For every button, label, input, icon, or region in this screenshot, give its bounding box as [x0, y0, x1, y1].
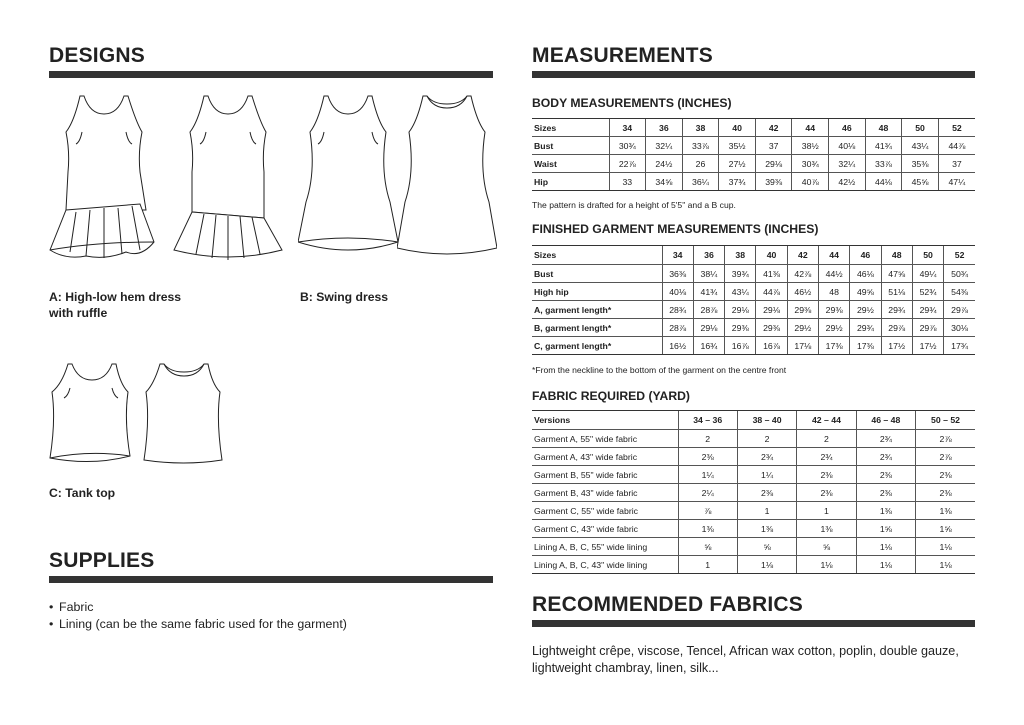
row-label-cell: C, garment length* [532, 337, 662, 355]
value-cell: 29⅜ [787, 301, 818, 319]
table-row [532, 173, 975, 191]
value-cell: 32¼ [646, 137, 683, 155]
value-cell: 29½ [850, 301, 881, 319]
value-cell: 16⅞ [756, 337, 787, 355]
value-cell: 28⅞ [693, 301, 724, 319]
value-cell: 29¾ [881, 301, 912, 319]
dress-b-front-icon [170, 92, 285, 264]
body-measurements-rows [532, 137, 975, 191]
table-row [532, 538, 975, 556]
header-cell: 52 [944, 246, 975, 265]
value-cell: 2⅞ [916, 448, 975, 466]
value-cell: 2⅜ [737, 484, 796, 502]
body-measurements-note: The pattern is drafted for a height of 5'5" and a B cup. [532, 200, 736, 210]
value-cell: 50¾ [944, 265, 975, 283]
value-cell: 22⅞ [609, 155, 646, 173]
value-cell: 35½ [719, 137, 756, 155]
row-label-cell: Bust [532, 265, 662, 283]
value-cell: 32¼ [829, 155, 866, 173]
value-cell: 41⅜ [756, 265, 787, 283]
value-cell: 28⅞ [662, 319, 693, 337]
value-cell: 42½ [829, 173, 866, 191]
value-cell: 41¾ [693, 283, 724, 301]
table-row [532, 137, 975, 155]
value-cell: 2¾ [737, 448, 796, 466]
header-cell: 50 – 52 [916, 411, 975, 430]
value-cell: 17½ [881, 337, 912, 355]
finished-measurements-title: FINISHED GARMENT MEASUREMENTS (INCHES) [532, 222, 819, 236]
row-label-cell: Hip [532, 173, 609, 191]
value-cell: 42⅞ [787, 265, 818, 283]
header-cell: 42 [787, 246, 818, 265]
table-row [532, 283, 975, 301]
header-cell: 38 [682, 119, 719, 137]
value-cell: 1⅜ [797, 520, 856, 538]
value-cell: 1⅜ [737, 520, 796, 538]
value-cell: 44⅛ [865, 173, 902, 191]
value-cell: 52¾ [912, 283, 943, 301]
value-cell: 2⅜ [797, 466, 856, 484]
value-cell: 29⅜ [756, 319, 787, 337]
value-cell: 27½ [719, 155, 756, 173]
value-cell: 29⅛ [755, 155, 792, 173]
supply-item: • Lining (can be the same fabric used for the garment) [49, 616, 347, 633]
value-cell: 17⅜ [850, 337, 881, 355]
value-cell: 47¼ [938, 173, 975, 191]
row-label-cell: Garment A, 55" wide fabric [532, 430, 678, 448]
value-cell: 40⅞ [792, 173, 829, 191]
table-header-row [532, 246, 975, 265]
row-label-cell: Garment B, 43" wide fabric [532, 484, 678, 502]
value-cell: 44⅞ [756, 283, 787, 301]
value-cell: ⅝ [797, 538, 856, 556]
supplies-list [49, 599, 347, 633]
value-cell: ⅝ [737, 538, 796, 556]
swing-dress-back-icon [397, 92, 497, 264]
finished-measurements-table [532, 245, 975, 355]
value-cell: 1⅛ [797, 556, 856, 574]
row-label-cell: Garment C, 55" wide fabric [532, 502, 678, 520]
fabric-required-rows [532, 430, 975, 574]
header-cell: 38 [725, 246, 756, 265]
value-cell: 2¾ [797, 448, 856, 466]
value-cell: 1¼ [678, 466, 737, 484]
value-cell: 2⅜ [916, 466, 975, 484]
value-cell: 1⅛ [737, 556, 796, 574]
value-cell: 33⅞ [865, 155, 902, 173]
value-cell: 24½ [646, 155, 683, 173]
value-cell: 1⅜ [856, 502, 915, 520]
value-cell: 17¾ [944, 337, 975, 355]
header-cell: 48 [865, 119, 902, 137]
value-cell: 1⅛ [856, 538, 915, 556]
header-cell: 44 [818, 246, 849, 265]
value-cell: 38½ [792, 137, 829, 155]
value-cell: 46⅛ [850, 265, 881, 283]
supplies-divider [49, 576, 493, 583]
value-cell: 1 [737, 502, 796, 520]
value-cell: 2⅜ [916, 484, 975, 502]
table-row [532, 301, 975, 319]
value-cell: ⅝ [678, 538, 737, 556]
row-label-cell: B, garment length* [532, 319, 662, 337]
value-cell: 51⅛ [881, 283, 912, 301]
fabric-required-title: FABRIC REQUIRED (YARD) [532, 389, 690, 403]
header-cell: 50 [912, 246, 943, 265]
value-cell: 54⅜ [944, 283, 975, 301]
recommended-fabrics-heading: RECOMMENDED FABRICS [532, 593, 803, 616]
value-cell: 34⅝ [646, 173, 683, 191]
value-cell: 33⅞ [682, 137, 719, 155]
value-cell: 2⅜ [678, 448, 737, 466]
value-cell: 1⅜ [678, 520, 737, 538]
value-cell: 29⅞ [944, 301, 975, 319]
value-cell: 29⅛ [725, 301, 756, 319]
value-cell: 2 [678, 430, 737, 448]
value-cell: 38¼ [693, 265, 724, 283]
row-label-cell: Garment A, 43" wide fabric [532, 448, 678, 466]
value-cell: 43¼ [725, 283, 756, 301]
value-cell: 45⅝ [902, 173, 939, 191]
value-cell: 49¼ [912, 265, 943, 283]
header-cell: 38 – 40 [737, 411, 796, 430]
row-label-cell: Lining A, B, C, 55" wide lining [532, 538, 678, 556]
value-cell: 2⅜ [797, 484, 856, 502]
value-cell: 16¾ [693, 337, 724, 355]
value-cell: 37¾ [719, 173, 756, 191]
caption-a-line1: A: High-low hem dress [49, 290, 182, 304]
designs-divider [49, 71, 493, 78]
value-cell: 43¼ [902, 137, 939, 155]
header-cell: 52 [938, 119, 975, 137]
table-header-row [532, 119, 975, 137]
value-cell: 17⅛ [787, 337, 818, 355]
value-cell: 36¼ [682, 173, 719, 191]
value-cell: ⅞ [678, 502, 737, 520]
value-cell: 29½ [818, 319, 849, 337]
header-cell: 42 – 44 [797, 411, 856, 430]
value-cell: 30¾ [792, 155, 829, 173]
designs-heading: DESIGNS [49, 44, 145, 67]
value-cell: 1 [678, 556, 737, 574]
value-cell: 17½ [912, 337, 943, 355]
header-cell: 40 [719, 119, 756, 137]
value-cell: 1⅛ [916, 538, 975, 556]
table-row [532, 337, 975, 355]
value-cell: 49⅝ [850, 283, 881, 301]
value-cell: 16½ [662, 337, 693, 355]
recommended-fabrics-divider [532, 620, 975, 627]
dress-a-front-icon [46, 92, 161, 262]
caption-a-line2: with ruffle [49, 306, 108, 320]
value-cell: 2¾ [856, 430, 915, 448]
value-cell: 1⅝ [856, 520, 915, 538]
row-label-cell: A, garment length* [532, 301, 662, 319]
row-label-cell: Garment B, 55" wide fabric [532, 466, 678, 484]
value-cell: 2¾ [856, 448, 915, 466]
header-cell: 36 [646, 119, 683, 137]
table-row [532, 466, 975, 484]
body-measurements-title: BODY MEASUREMENTS (INCHES) [532, 96, 732, 110]
value-cell: 29⅜ [725, 319, 756, 337]
value-cell: 37 [755, 137, 792, 155]
caption-design-a [49, 289, 181, 321]
value-cell: 29¾ [912, 301, 943, 319]
measurements-divider [532, 71, 975, 78]
table-row [532, 502, 975, 520]
header-cell: 42 [755, 119, 792, 137]
value-cell: 1¼ [737, 466, 796, 484]
value-cell: 29⅜ [818, 301, 849, 319]
value-cell: 39⅜ [755, 173, 792, 191]
value-cell: 39¾ [725, 265, 756, 283]
header-cell: 36 [693, 246, 724, 265]
header-cell: 48 [881, 246, 912, 265]
header-cell: 34 [662, 246, 693, 265]
value-cell: 29⅞ [912, 319, 943, 337]
header-cell: 40 [756, 246, 787, 265]
value-cell: 2 [797, 430, 856, 448]
value-cell: 2⅜ [856, 466, 915, 484]
value-cell: 2⅞ [916, 430, 975, 448]
value-cell: 1⅝ [916, 520, 975, 538]
header-cell: Versions [532, 411, 678, 430]
row-label-cell: Garment C, 43" wide fabric [532, 520, 678, 538]
value-cell: 29½ [787, 319, 818, 337]
value-cell: 28¾ [662, 301, 693, 319]
value-cell: 44½ [818, 265, 849, 283]
swing-dress-front-icon [298, 92, 398, 264]
row-label-cell: Waist [532, 155, 609, 173]
finished-measurements-note: *From the neckline to the bottom of the garment on the centre front [532, 365, 787, 375]
caption-design-b: B: Swing dress [300, 290, 389, 304]
table-row [532, 155, 975, 173]
value-cell: 2¼ [678, 484, 737, 502]
header-cell: 46 [850, 246, 881, 265]
value-cell: 1 [797, 502, 856, 520]
table-row [532, 556, 975, 574]
value-cell: 17⅜ [818, 337, 849, 355]
supply-item: • Fabric [49, 599, 347, 616]
header-cell: Sizes [532, 119, 609, 137]
value-cell: 37 [938, 155, 975, 173]
tank-top-back-icon [138, 360, 230, 470]
header-cell: 50 [902, 119, 939, 137]
table-row [532, 430, 975, 448]
header-cell: Sizes [532, 246, 662, 265]
header-cell: 34 [609, 119, 646, 137]
value-cell: 1⅛ [916, 556, 975, 574]
value-cell: 47⅝ [881, 265, 912, 283]
header-cell: 46 [829, 119, 866, 137]
fabric-required-table [532, 410, 975, 574]
header-cell: 44 [792, 119, 829, 137]
recommended-fabrics-text: Lightweight crêpe, viscose, Tencel, African wax cotton, poplin, double gauze, lightweight chambray, linen, silk... [532, 644, 959, 675]
table-row [532, 448, 975, 466]
value-cell: 33 [609, 173, 646, 191]
value-cell: 46½ [787, 283, 818, 301]
table-row [532, 520, 975, 538]
table-row [532, 265, 975, 283]
value-cell: 48 [818, 283, 849, 301]
table-header-row [532, 411, 975, 430]
value-cell: 40⅛ [829, 137, 866, 155]
value-cell: 29⅛ [693, 319, 724, 337]
value-cell: 30¾ [609, 137, 646, 155]
finished-measurements-rows [532, 265, 975, 355]
value-cell: 36⅜ [662, 265, 693, 283]
value-cell: 29¾ [850, 319, 881, 337]
value-cell: 16⅞ [725, 337, 756, 355]
value-cell: 1⅛ [856, 556, 915, 574]
table-row [532, 484, 975, 502]
table-row [532, 319, 975, 337]
caption-design-c: C: Tank top [49, 486, 116, 500]
value-cell: 29⅞ [881, 319, 912, 337]
value-cell: 40⅛ [662, 283, 693, 301]
tank-top-front-icon [46, 360, 138, 470]
value-cell: 1⅜ [916, 502, 975, 520]
body-measurements-table [532, 118, 975, 191]
value-cell: 29⅛ [756, 301, 787, 319]
value-cell: 44⅞ [938, 137, 975, 155]
value-cell: 26 [682, 155, 719, 173]
measurements-heading: MEASUREMENTS [532, 44, 713, 67]
value-cell: 30⅛ [944, 319, 975, 337]
row-label-cell: High hip [532, 283, 662, 301]
value-cell: 2⅜ [856, 484, 915, 502]
supplies-heading: SUPPLIES [49, 549, 155, 572]
value-cell: 41¾ [865, 137, 902, 155]
row-label-cell: Bust [532, 137, 609, 155]
row-label-cell: Lining A, B, C, 43" wide lining [532, 556, 678, 574]
value-cell: 35⅜ [902, 155, 939, 173]
value-cell: 2 [737, 430, 796, 448]
header-cell: 46 – 48 [856, 411, 915, 430]
header-cell: 34 – 36 [678, 411, 737, 430]
